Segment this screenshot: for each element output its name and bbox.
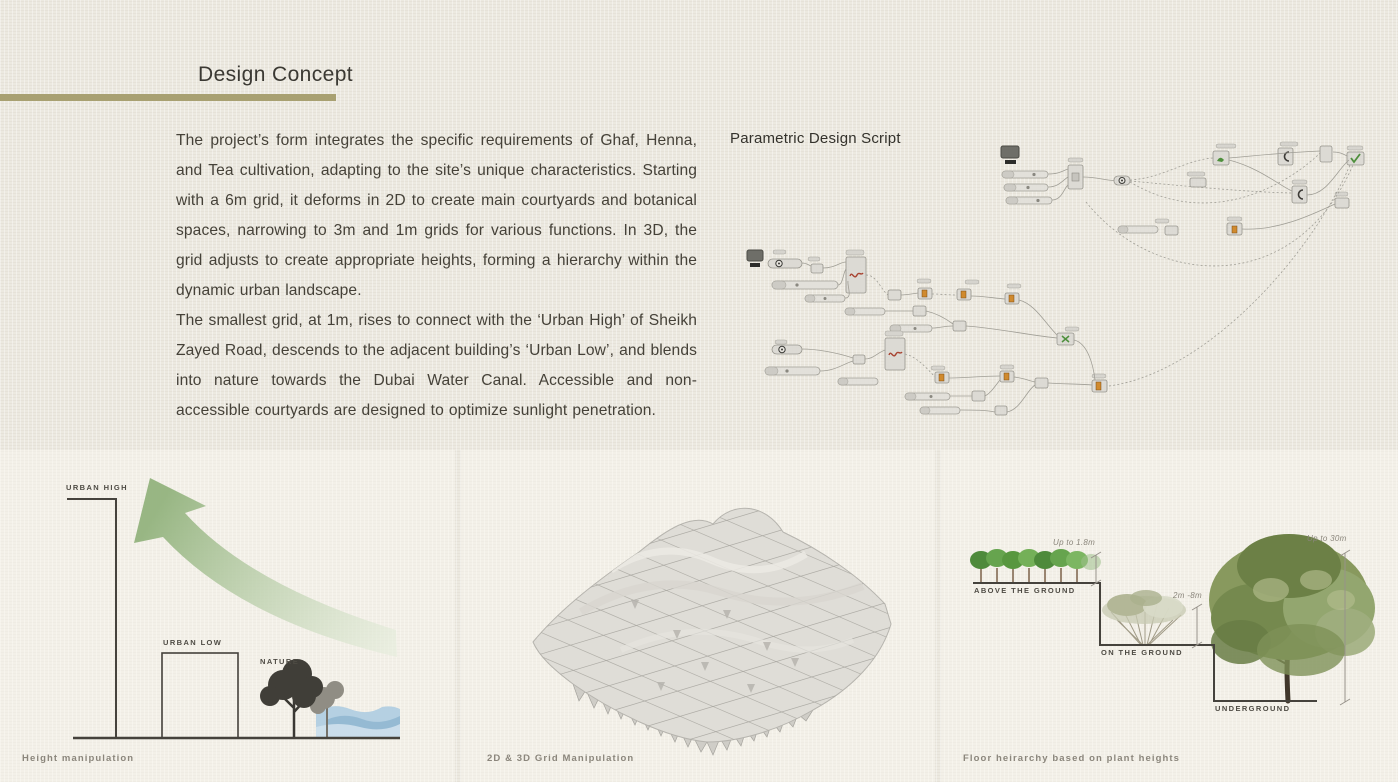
height-manipulation-panel bbox=[0, 450, 455, 782]
hedge-row bbox=[970, 549, 1101, 583]
curve-node bbox=[1292, 186, 1307, 203]
parametric-script-label: Parametric Design Script bbox=[730, 130, 901, 147]
contour-node bbox=[885, 338, 905, 370]
water-waves bbox=[316, 706, 400, 738]
contour-node bbox=[846, 257, 866, 293]
extrude-node bbox=[1227, 223, 1242, 235]
component-node bbox=[1068, 165, 1083, 189]
above-ground-label: ABOVE THE GROUND bbox=[974, 586, 1076, 595]
extrude-node bbox=[918, 288, 932, 299]
dim-under-label: Up to 30m bbox=[1307, 534, 1347, 543]
on-ground-label: ON THE GROUND bbox=[1101, 648, 1183, 657]
intersect-node bbox=[1057, 333, 1074, 345]
growth-arrow bbox=[134, 478, 397, 657]
dim-on-label: 2m -8m bbox=[1173, 591, 1202, 600]
extrude-node bbox=[1092, 380, 1107, 392]
large-tree bbox=[1209, 534, 1375, 701]
waffle-structure bbox=[461, 450, 935, 782]
gem-node bbox=[772, 345, 802, 354]
grid-panel-caption: 2D & 3D Grid Manipulation bbox=[487, 753, 635, 764]
parametric-node-graph bbox=[735, 138, 1398, 430]
cluster-icon bbox=[747, 250, 763, 267]
urban-high-label: URBAN HIGH bbox=[66, 483, 128, 492]
extrude-node bbox=[957, 289, 971, 300]
height-diagram bbox=[0, 450, 455, 782]
urban-low-label: URBAN LOW bbox=[163, 638, 223, 647]
hierarchy-panel-caption: Floor heirarchy based on plant heights bbox=[963, 753, 1181, 764]
height-panel-caption: Height manipulation bbox=[22, 753, 135, 764]
hierarchy-diagram bbox=[941, 450, 1398, 782]
extrude-node bbox=[1005, 293, 1019, 304]
nature-tree-dark bbox=[260, 659, 323, 738]
page-title: Design Concept bbox=[198, 63, 354, 86]
cluster-icon bbox=[1001, 146, 1019, 164]
nature-label: NATURE bbox=[260, 657, 300, 666]
check-node bbox=[1347, 152, 1364, 165]
grid-manipulation-panel bbox=[461, 450, 935, 782]
gem-node bbox=[768, 259, 802, 268]
slider-node bbox=[1002, 171, 1052, 204]
graft-node bbox=[1213, 151, 1229, 165]
intro-paragraph-2: The smallest grid, at 1m, rises to connect with the ‘Urban High’ of Sheikh Zayed Road, descends to the adjacent building’s ‘Urban Low’, and blends into nature towards the Dubai Water Canal. Accessible and non-accessible courtyards are designed to optimize sunlight penetration. bbox=[176, 312, 697, 419]
curve-node bbox=[1278, 148, 1293, 165]
urban-low-outline bbox=[162, 653, 238, 738]
floor-hierarchy-panel bbox=[941, 450, 1398, 782]
dim-above-label: Up to 1.8m bbox=[1053, 538, 1096, 547]
intro-text bbox=[176, 126, 697, 426]
dimension-line-on bbox=[1192, 604, 1202, 648]
urban-high-outline bbox=[67, 499, 116, 738]
underground-label: UNDERGROUND bbox=[1215, 704, 1291, 713]
title-underline-bar bbox=[0, 94, 336, 101]
intro-paragraph-1: The project’s form integrates the specific requirements of Ghaf, Henna, and Tea cultivation, adapting to the site’s unique characteristics. Starting with a 6m grid, it deforms in 2D to create main courtyards and botanical spaces, narrowing to 3m and 1m grids for various functions. In 3D, the grid adjusts to create appropriate heights, forming a hierarchy within the dynamic urban landscape. bbox=[176, 132, 697, 299]
gem-node bbox=[1114, 176, 1130, 185]
extrude-node bbox=[935, 372, 949, 383]
extrude-node bbox=[1000, 371, 1014, 382]
